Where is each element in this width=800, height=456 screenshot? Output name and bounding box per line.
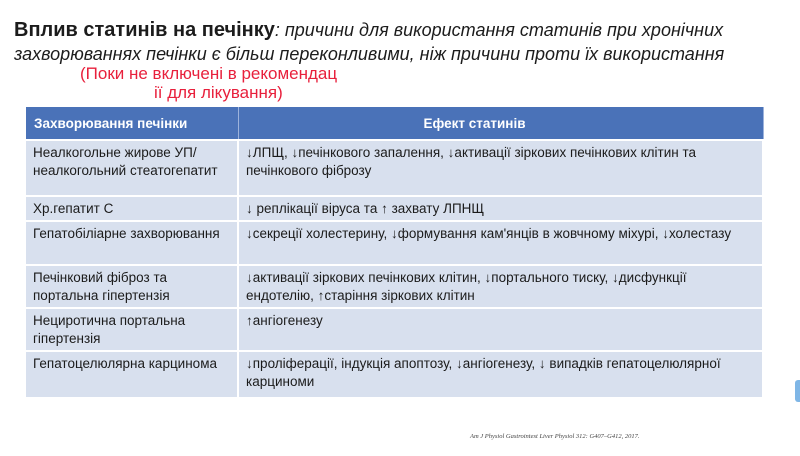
table-row: [26, 351, 763, 397]
slide-title: [14, 18, 789, 66]
disease-cell: Гепатобіліарне захворювання: [26, 221, 238, 265]
effect-cell: ↓ реплікації віруса та ↑ захвату ЛПНЩ: [238, 196, 763, 221]
statin-effects-table: [26, 107, 764, 397]
table-row: [26, 196, 763, 221]
header-disease: Захворювання печінки: [26, 107, 238, 140]
effect-cell: ↓секреції холестерину, ↓формування кам'янців в жовчному міхурі, ↓холестазу: [238, 221, 763, 265]
table-row: [26, 265, 763, 308]
header-effect: Ефект статинів: [238, 107, 763, 140]
slide-title-bold: Вплив статинів на печінку: [14, 19, 275, 41]
disease-cell: Хр.гепатит С: [26, 196, 238, 221]
edge-marker: [795, 380, 800, 402]
table-row: [26, 308, 763, 351]
table-row: [26, 221, 763, 265]
annotation-note: [80, 64, 380, 102]
effect-cell: ↓активації зіркових печінкових клітин, ↓портального тиску, ↓дисфункції ендотелію, ↑старіння зіркових клітин: [238, 265, 763, 308]
disease-cell: Гепатоцелюлярна карцинома: [26, 351, 238, 397]
disease-cell: Печінковий фіброз та портальна гіпертензія: [26, 265, 238, 308]
disease-cell: Нециротична портальна гіпертензія: [26, 308, 238, 351]
annotation-line-1: (Поки не включені в рекомендац: [80, 64, 338, 83]
annotation-line-2: ії для лікування): [154, 83, 283, 102]
effect-cell: ↓проліферації, індукція апоптозу, ↓ангіогенезу, ↓ випадків гепатоцелюлярної карциноми: [238, 351, 763, 397]
table-header-row: [26, 107, 763, 140]
slide-title-subtitle: : причини для використання статинів при хронічних захворюваннях печінки є більш переконливими, ніж причини проти їх використання: [14, 20, 725, 64]
citation-footnote: Am J Physiol Gastrointest Liver Physiol 312: G407–G412, 2017.: [470, 433, 640, 440]
disease-cell: Неалкогольне жирове УП/неалкогольний стеатогепатит: [26, 140, 238, 196]
table-row: [26, 140, 763, 196]
effect-cell: ↑ангіогенезу: [238, 308, 763, 351]
effect-cell: ↓ЛПЩ, ↓печінкового запалення, ↓активації зіркових печінкових клітин та печінкового фіброзу: [238, 140, 763, 196]
